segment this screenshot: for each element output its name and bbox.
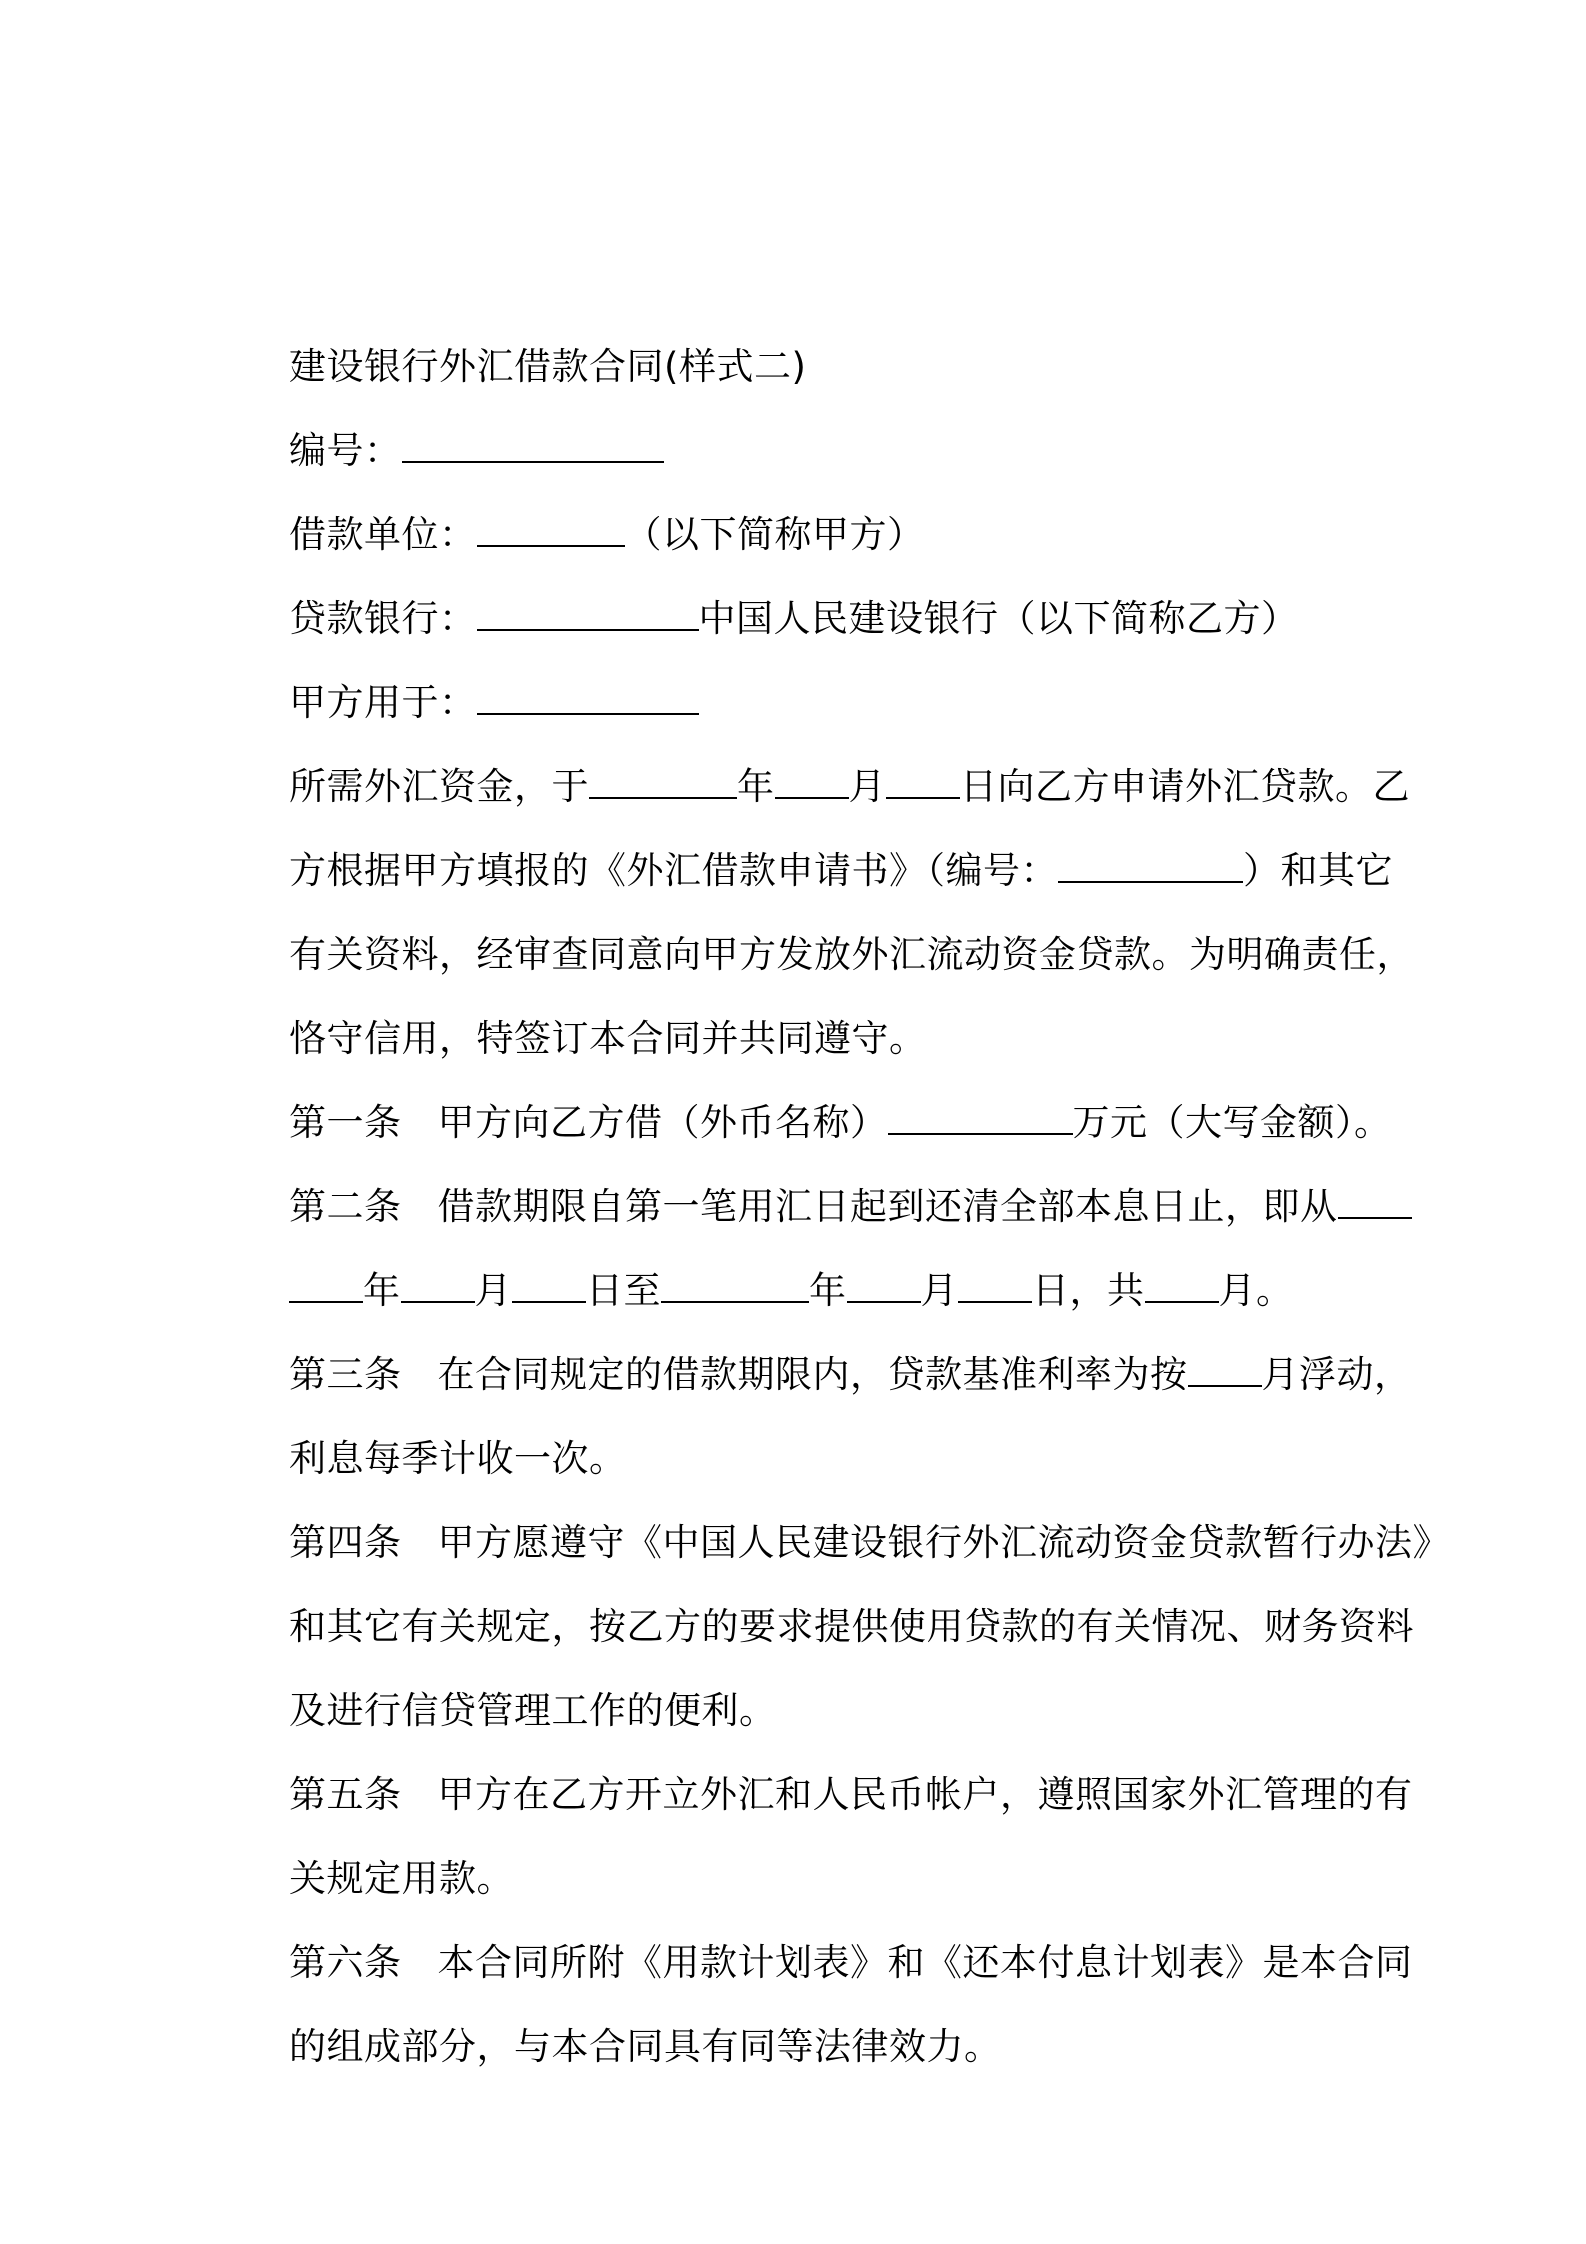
- end-year-blank: [661, 1267, 809, 1303]
- contract-number-line: [240, 376, 664, 472]
- lender-suffix: 中国人民建设银行（以下简称乙方）: [698, 597, 1299, 640]
- intro-line-1: 所需外汇资金，于 年 月 日向乙方申请外汇贷款。乙: [289, 765, 1411, 808]
- article-1: 第一条 甲方向乙方借（外币名称） 万元（大写金额）。: [289, 1101, 1392, 1144]
- total-months-blank: [1145, 1267, 1219, 1303]
- article-number: 第三条: [289, 1353, 402, 1396]
- document-title: 建设银行外汇借款合同(样式二): [289, 345, 807, 388]
- intro-line-2: 方根据甲方填报的《外汇借款申请书》（编号： ）和其它: [289, 849, 1394, 892]
- start-month-blank: [401, 1267, 475, 1303]
- apply-day-blank: [886, 763, 960, 799]
- start-year-blank-b: [289, 1267, 363, 1303]
- start-day-blank: [512, 1267, 586, 1303]
- article-2: 第二条 借款期限自第一笔用汇日起到还清全部本息日止，即从: [240, 1132, 1412, 1182]
- article-number: 第四条: [289, 1521, 402, 1564]
- article-6-cont: 的组成部分，与本合同具有同等法律效力。: [289, 2025, 1002, 2068]
- borrower-label: 借款单位：: [289, 513, 477, 556]
- application-number-blank: [1058, 847, 1243, 883]
- number-blank: [402, 427, 664, 463]
- article-3: 第三条 在合同规定的借款期限内，贷款基准利率为按 月浮动，: [289, 1353, 1412, 1396]
- purpose-line: [240, 628, 699, 724]
- lender-label: 贷款银行：: [289, 597, 477, 640]
- article-number: 第一条: [289, 1101, 402, 1144]
- apply-month-blank: [775, 763, 849, 799]
- float-months-blank: [1188, 1351, 1262, 1387]
- borrower-blank: [477, 511, 625, 547]
- start-year-blank-a: [1338, 1183, 1412, 1219]
- article-number: 第二条: [289, 1185, 402, 1228]
- lender-line: [240, 544, 1299, 640]
- borrower-line: [240, 460, 925, 556]
- purpose-label: 甲方用于：: [289, 681, 477, 724]
- apply-year-blank: [589, 763, 737, 799]
- article-3-cont: 利息每季计收一次。: [289, 1437, 627, 1480]
- intro-line-4: 恪守信用，特签订本合同并共同遵守。: [289, 1017, 927, 1060]
- number-label: 编号：: [289, 429, 402, 472]
- currency-blank: [888, 1099, 1073, 1135]
- end-day-blank: [958, 1267, 1032, 1303]
- article-6: 第六条 本合同所附《用款计划表》和《还本付息计划表》是本合同: [289, 1941, 1413, 1984]
- article-4-cont-1: 和其它有关规定，按乙方的要求提供使用贷款的有关情况、财务资料: [289, 1605, 1415, 1648]
- article-5: 第五条 甲方在乙方开立外汇和人民币帐户，遵照国家外汇管理的有: [289, 1773, 1413, 1816]
- article-number: 第五条: [289, 1773, 402, 1816]
- article-number: 第六条: [289, 1941, 402, 1984]
- lender-blank: [477, 595, 699, 631]
- article-5-cont: 关规定用款。: [289, 1857, 515, 1900]
- borrower-suffix: （以下简称甲方）: [624, 513, 925, 556]
- article-2-cont: 年 月 日至 年 月 日，共 月。: [240, 1216, 1294, 1266]
- article-4: 第四条 甲方愿遵守《中国人民建设银行外汇流动资金贷款暂行办法》: [289, 1521, 1451, 1564]
- purpose-blank: [477, 679, 699, 715]
- end-month-blank: [847, 1267, 921, 1303]
- article-4-cont-2: 及进行信贷管理工作的便利。: [289, 1689, 777, 1732]
- intro-line-3: 有关资料，经审查同意向甲方发放外汇流动资金贷款。为明确责任，: [289, 933, 1415, 976]
